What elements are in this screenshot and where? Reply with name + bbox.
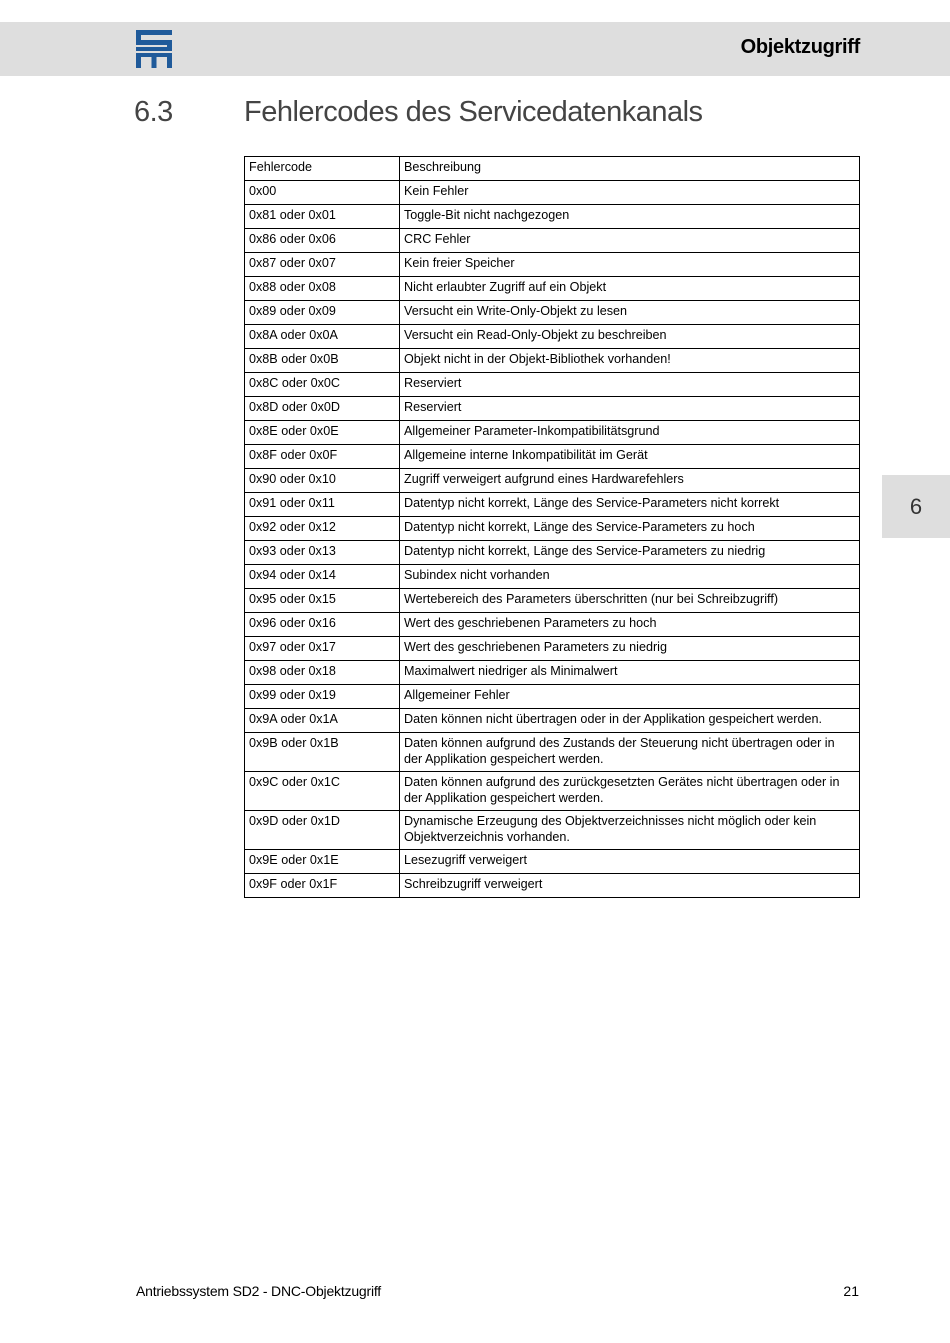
description-cell: Wertebereich des Parameters überschritten (nur bei Schreibzugriff) [400, 589, 860, 613]
table-row [245, 253, 860, 277]
description-cell: Wert des geschriebenen Parameters zu niedrig [400, 637, 860, 661]
error-code-cell: 0x8F oder 0x0F [245, 445, 400, 469]
description-cell: Schreibzugriff verweigert [400, 874, 860, 898]
error-code-cell: 0x00 [245, 181, 400, 205]
column-header-code: Fehlercode [245, 157, 400, 181]
table-row [245, 733, 860, 772]
description-cell: Objekt nicht in der Objekt-Bibliothek vorhanden! [400, 349, 860, 373]
table-row [245, 772, 860, 811]
table-row [245, 301, 860, 325]
table-row [245, 229, 860, 253]
table-row [245, 637, 860, 661]
column-header-description: Beschreibung [400, 157, 860, 181]
description-cell: Daten können nicht übertragen oder in der Applikation gespeichert werden. [400, 709, 860, 733]
table-body [245, 181, 860, 898]
table-row [245, 469, 860, 493]
description-cell: Dynamische Erzeugung des Objektverzeichnisses nicht möglich oder kein Objektverzeichnis vorhanden. [400, 811, 860, 850]
table-row [245, 277, 860, 301]
error-code-table [244, 156, 860, 898]
error-code-cell: 0x9E oder 0x1E [245, 850, 400, 874]
description-cell: Versucht ein Write-Only-Objekt zu lesen [400, 301, 860, 325]
table-row [245, 493, 860, 517]
error-code-cell: 0x89 oder 0x09 [245, 301, 400, 325]
error-code-cell: 0x97 oder 0x17 [245, 637, 400, 661]
description-cell: Daten können aufgrund des zurückgesetzten Gerätes nicht übertragen oder in der Applikation gespeichert werden. [400, 772, 860, 811]
table-row [245, 541, 860, 565]
error-code-cell: 0x8C oder 0x0C [245, 373, 400, 397]
error-code-cell: 0x98 oder 0x18 [245, 661, 400, 685]
error-code-cell: 0x86 oder 0x06 [245, 229, 400, 253]
description-cell: Subindex nicht vorhanden [400, 565, 860, 589]
page-number: 21 [843, 1283, 859, 1299]
description-cell: Allgemeine interne Inkompatibilität im Gerät [400, 445, 860, 469]
table-row [245, 811, 860, 850]
error-code-cell: 0x9D oder 0x1D [245, 811, 400, 850]
description-cell: Toggle-Bit nicht nachgezogen [400, 205, 860, 229]
error-code-cell: 0x8E oder 0x0E [245, 421, 400, 445]
error-code-cell: 0x9C oder 0x1C [245, 772, 400, 811]
error-code-cell: 0x81 oder 0x01 [245, 205, 400, 229]
table-header-row [245, 157, 860, 181]
table-row [245, 205, 860, 229]
error-code-cell: 0x95 oder 0x15 [245, 589, 400, 613]
error-code-cell: 0x88 oder 0x08 [245, 277, 400, 301]
error-code-cell: 0x99 oder 0x19 [245, 685, 400, 709]
description-cell: Wert des geschriebenen Parameters zu hoch [400, 613, 860, 637]
table-row [245, 421, 860, 445]
description-cell: Kein Fehler [400, 181, 860, 205]
table-row [245, 517, 860, 541]
description-cell: Reserviert [400, 397, 860, 421]
table-row [245, 445, 860, 469]
description-cell: Datentyp nicht korrekt, Länge des Service-Parameters zu niedrig [400, 541, 860, 565]
table-row [245, 397, 860, 421]
error-code-cell: 0x8D oder 0x0D [245, 397, 400, 421]
description-cell: Lesezugriff verweigert [400, 850, 860, 874]
header-title: Objektzugriff [740, 36, 860, 58]
description-cell: Allgemeiner Fehler [400, 685, 860, 709]
table-row [245, 613, 860, 637]
table-row [245, 349, 860, 373]
error-code-cell: 0x9A oder 0x1A [245, 709, 400, 733]
table-row [245, 709, 860, 733]
description-cell: Maximalwert niedriger als Minimalwert [400, 661, 860, 685]
company-logo-icon [136, 30, 172, 68]
error-code-cell: 0x8A oder 0x0A [245, 325, 400, 349]
description-cell: Zugriff verweigert aufgrund eines Hardwarefehlers [400, 469, 860, 493]
description-cell: Datentyp nicht korrekt, Länge des Service-Parameters nicht korrekt [400, 493, 860, 517]
error-code-cell: 0x9F oder 0x1F [245, 874, 400, 898]
description-cell: Reserviert [400, 373, 860, 397]
error-code-cell: 0x92 oder 0x12 [245, 517, 400, 541]
table-row [245, 373, 860, 397]
description-cell: Datentyp nicht korrekt, Länge des Service-Parameters zu hoch [400, 517, 860, 541]
description-cell: Versucht ein Read-Only-Objekt zu beschreiben [400, 325, 860, 349]
error-code-cell: 0x93 oder 0x13 [245, 541, 400, 565]
table-row [245, 589, 860, 613]
description-cell: Daten können aufgrund des Zustands der Steuerung nicht übertragen oder in der Applikation gespeichert werden. [400, 733, 860, 772]
error-code-cell: 0x96 oder 0x16 [245, 613, 400, 637]
description-cell: Kein freier Speicher [400, 253, 860, 277]
description-cell: Allgemeiner Parameter-Inkompatibilitätsgrund [400, 421, 860, 445]
error-code-cell: 0x9B oder 0x1B [245, 733, 400, 772]
table-row [245, 685, 860, 709]
chapter-tab: 6 [882, 475, 950, 538]
table-row [245, 181, 860, 205]
error-code-cell: 0x8B oder 0x0B [245, 349, 400, 373]
description-cell: CRC Fehler [400, 229, 860, 253]
table-row [245, 874, 860, 898]
error-code-cell: 0x94 oder 0x14 [245, 565, 400, 589]
table-row [245, 325, 860, 349]
description-cell: Nicht erlaubter Zugriff auf ein Objekt [400, 277, 860, 301]
table-row [245, 661, 860, 685]
error-code-cell: 0x90 oder 0x10 [245, 469, 400, 493]
section-number: 6.3 [134, 96, 173, 128]
section-title: Fehlercodes des Servicedatenkanals [244, 96, 703, 128]
error-code-cell: 0x91 oder 0x11 [245, 493, 400, 517]
table-row [245, 850, 860, 874]
footer-document-title: Antriebssystem SD2 - DNC-Objektzugriff [136, 1283, 381, 1299]
error-code-cell: 0x87 oder 0x07 [245, 253, 400, 277]
table-row [245, 565, 860, 589]
